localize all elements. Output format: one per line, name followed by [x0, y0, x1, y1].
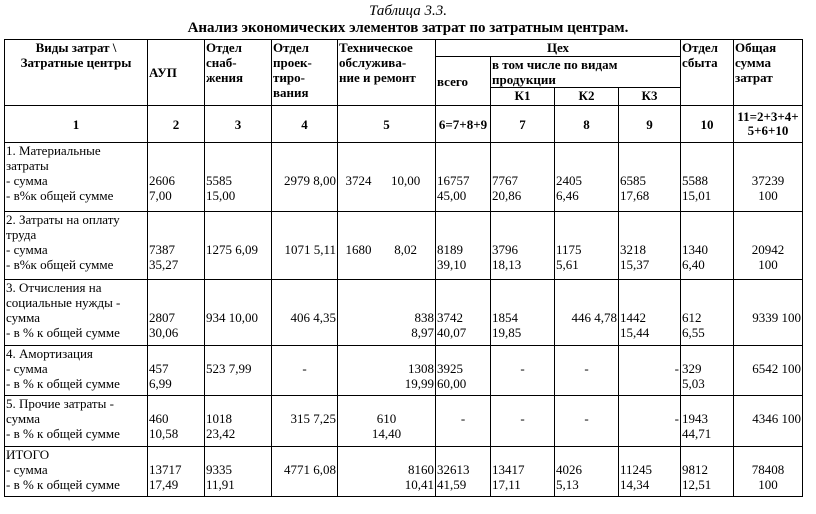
- cell-k2: -: [555, 396, 619, 447]
- col-number: 6=7+8+9: [436, 106, 491, 143]
- cell-sales: 1943 44,71: [681, 396, 734, 447]
- header-tech-service: Техническое обслужива- ние и ремонт: [338, 40, 436, 106]
- cell-k3: -: [619, 396, 681, 447]
- col-number: 10: [681, 106, 734, 143]
- cell-aup: 7387 35,27: [148, 212, 205, 280]
- cell-k1: 1854 19,85: [491, 280, 555, 346]
- row-label: 2. Затраты на оплату труда - сумма - в%к общей сумме: [5, 212, 148, 280]
- cell-k2: 2405 6,46: [555, 143, 619, 212]
- cell-supply: 5585 15,00: [205, 143, 272, 212]
- header-total-cost: Общая сумма затрат: [734, 40, 803, 106]
- cell-aup: 2807 30,06: [148, 280, 205, 346]
- cell-k3: 1442 15,44: [619, 280, 681, 346]
- cell-design: 1071 5,11: [272, 212, 338, 280]
- header-sales: Отдел сбыта: [681, 40, 734, 106]
- cell-sales: 5588 15,01: [681, 143, 734, 212]
- table-title: Анализ экономических элементов затрат по затратным центрам.: [187, 20, 629, 36]
- col-number: 9: [619, 106, 681, 143]
- cell-tech-service: 838 8,97: [338, 280, 436, 346]
- cost-analysis-table: [4, 39, 803, 497]
- header-k3: К3: [619, 88, 681, 106]
- cell-supply: 934 10,00: [205, 280, 272, 346]
- row-label: 1. Материальные затраты - сумма - в%к общей сумме: [5, 143, 148, 212]
- cell-total-cost: 78408 100: [734, 447, 803, 497]
- header-shop: Цех: [436, 40, 681, 57]
- cell-aup: 460 10,58: [148, 396, 205, 447]
- row-label: ИТОГО - сумма - в % к общей сумме: [5, 447, 148, 497]
- cell-k2: 446 4,78: [555, 280, 619, 346]
- cell-sales: 612 6,55: [681, 280, 734, 346]
- cell-shop-total: 3925 60,00: [436, 346, 491, 396]
- cell-shop-total: 16757 45,00: [436, 143, 491, 212]
- cell-design: 315 7,25: [272, 396, 338, 447]
- cell-k3: 6585 17,68: [619, 143, 681, 212]
- cell-design: -: [272, 346, 338, 396]
- table-row-total: [5, 447, 803, 497]
- header-aup: АУП: [148, 40, 205, 106]
- cell-k3: 11245 14,34: [619, 447, 681, 497]
- cell-shop-total: 32613 41,59: [436, 447, 491, 497]
- cell-aup: 2606 7,00: [148, 143, 205, 212]
- cell-k2: -: [555, 346, 619, 396]
- cell-total-cost: 6542 100: [734, 346, 803, 396]
- cell-supply: 1018 23,42: [205, 396, 272, 447]
- col-number: 2: [148, 106, 205, 143]
- cell-total-cost: 37239 100: [734, 143, 803, 212]
- row-label: 3. Отчисления на социальные нужды - сумма - в % к общей сумме: [5, 280, 148, 346]
- cell-sales: 329 5,03: [681, 346, 734, 396]
- table-row: [5, 346, 803, 396]
- table-row: [5, 280, 803, 346]
- header-design: Отдел проек- тиро- вания: [272, 40, 338, 106]
- cell-k1: 7767 20,86: [491, 143, 555, 212]
- cell-k3: -: [619, 346, 681, 396]
- column-number-row: [5, 106, 803, 143]
- header-k2: К2: [555, 88, 619, 106]
- cell-total-cost: 4346 100: [734, 396, 803, 447]
- col-number: 5: [338, 106, 436, 143]
- cell-total-cost: 9339 100: [734, 280, 803, 346]
- cell-k3: 3218 15,37: [619, 212, 681, 280]
- cell-tech-service: 610 14,40: [338, 396, 436, 447]
- cell-sales: 1340 6,40: [681, 212, 734, 280]
- row-label: 5. Прочие затраты - сумма - в % к общей сумме: [5, 396, 148, 447]
- cell-k2: 1175 5,61: [555, 212, 619, 280]
- cell-tech-service: 1680 8,02: [338, 212, 436, 280]
- cell-tech-service: 3724 10,00: [338, 143, 436, 212]
- cell-supply: 1275 6,09: [205, 212, 272, 280]
- cell-total-cost: 20942 100: [734, 212, 803, 280]
- cell-shop-total: -: [436, 396, 491, 447]
- header-by-product: в том числе по видам продукции: [491, 57, 681, 88]
- cell-k1: 3796 18,13: [491, 212, 555, 280]
- cell-shop-total: 8189 39,10: [436, 212, 491, 280]
- cell-k2: 4026 5,13: [555, 447, 619, 497]
- table-row: [5, 212, 803, 280]
- cell-supply: 523 7,99: [205, 346, 272, 396]
- header-shop-total: всего: [436, 57, 491, 106]
- col-number: 7: [491, 106, 555, 143]
- cell-sales: 9812 12,51: [681, 447, 734, 497]
- cell-aup: 457 6,99: [148, 346, 205, 396]
- cell-design: 406 4,35: [272, 280, 338, 346]
- header-k1: К1: [491, 88, 555, 106]
- col-number: 4: [272, 106, 338, 143]
- col-number: 11=2+3+4+ 5+6+10: [734, 106, 803, 143]
- cell-k1: -: [491, 346, 555, 396]
- cell-design: 2979 8,00: [272, 143, 338, 212]
- cell-supply: 9335 11,91: [205, 447, 272, 497]
- cell-k1: 13417 17,11: [491, 447, 555, 497]
- table-row: [5, 143, 803, 212]
- table-number: Таблица 3.3.: [369, 3, 447, 19]
- cell-aup: 13717 17,49: [148, 447, 205, 497]
- table-row: [5, 396, 803, 447]
- cell-design: 4771 6,08: [272, 447, 338, 497]
- row-label: 4. Амортизация - сумма - в % к общей сумме: [5, 346, 148, 396]
- col-number: 8: [555, 106, 619, 143]
- col-number: 1: [5, 106, 148, 143]
- header-cost-kind: Виды затрат \ Затратные центры: [5, 40, 148, 106]
- cell-tech-service: 1308 19,99: [338, 346, 436, 396]
- cell-shop-total: 3742 40,07: [436, 280, 491, 346]
- cell-tech-service: 8160 10,41: [338, 447, 436, 497]
- cell-k1: -: [491, 396, 555, 447]
- col-number: 3: [205, 106, 272, 143]
- header-supply: Отдел снаб- жения: [205, 40, 272, 106]
